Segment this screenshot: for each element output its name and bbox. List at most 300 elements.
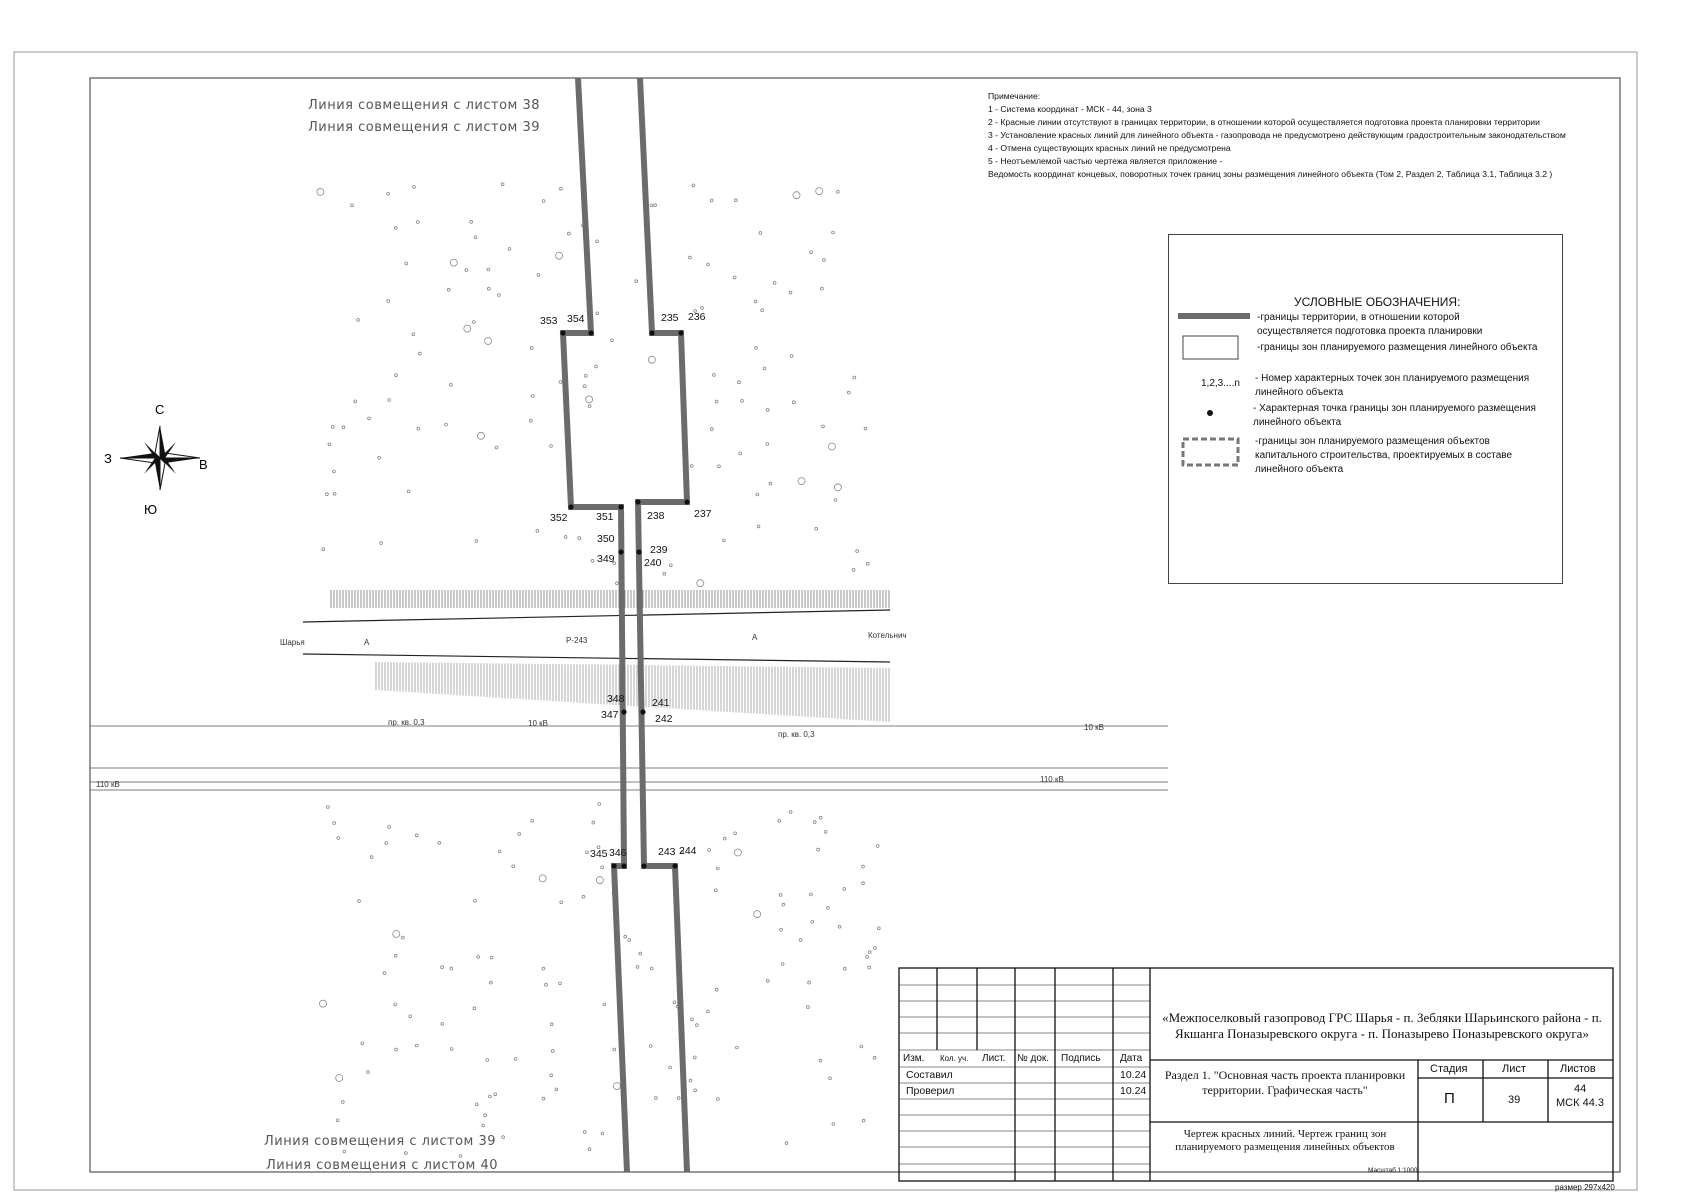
system-code: МСК 44.3 — [1556, 1097, 1604, 1109]
date-composed: 10.24 — [1120, 1069, 1147, 1081]
merge-line-bottom-2: Линия совмещения с листом 40 — [266, 1158, 499, 1173]
survey-dot — [333, 822, 336, 825]
survey-dot — [866, 562, 869, 565]
survey-dot — [317, 188, 324, 195]
survey-dot — [401, 936, 404, 939]
survey-dot — [828, 443, 835, 450]
point-label: 235 — [661, 312, 679, 324]
survey-dot — [489, 1095, 492, 1098]
survey-dot — [677, 1097, 680, 1100]
sheet-header: Лист — [1502, 1063, 1526, 1075]
survey-dot — [407, 490, 410, 493]
point-label: 351 — [596, 511, 614, 523]
survey-dot — [813, 821, 816, 824]
survey-dot — [482, 1124, 485, 1127]
survey-dot — [470, 220, 473, 223]
powerline-label: 10 кВ — [528, 719, 548, 728]
point-label: 354 — [567, 313, 585, 325]
survey-dot — [537, 274, 540, 277]
survey-dot — [824, 830, 827, 833]
road-embankment-north — [330, 590, 890, 608]
survey-dot — [395, 1048, 398, 1051]
survey-dot — [694, 1089, 697, 1092]
survey-dot — [354, 400, 357, 403]
survey-dot — [789, 811, 792, 814]
survey-dot — [613, 1083, 620, 1090]
survey-dot — [539, 875, 546, 882]
survey-dot — [707, 263, 710, 266]
survey-dot — [490, 956, 493, 959]
survey-dot — [584, 374, 587, 377]
survey-dot — [336, 1075, 343, 1082]
survey-dot — [542, 967, 545, 970]
survey-dot — [336, 1119, 339, 1122]
survey-dot — [843, 967, 846, 970]
survey-dot — [756, 493, 759, 496]
survey-dot — [739, 452, 742, 455]
survey-dot — [761, 309, 764, 312]
point-346 — [621, 863, 626, 868]
stage-header: Стадия — [1430, 1063, 1468, 1075]
survey-dot — [351, 204, 354, 207]
survey-dot — [816, 188, 823, 195]
survey-dot — [588, 1148, 591, 1151]
survey-dot — [438, 841, 441, 844]
merge-line-top-2: Линия совмещения с листом 39 — [308, 120, 541, 135]
town-label-sharya: Шарья — [280, 638, 305, 647]
legend-item-territory: -границы территории, в отношении которой осуществляется подготовка проекта планировки — [1257, 312, 1483, 337]
survey-dot — [472, 321, 475, 324]
survey-dot — [445, 423, 448, 426]
survey-dot — [322, 548, 325, 551]
survey-dot — [866, 956, 869, 959]
survey-dot — [636, 966, 639, 969]
survey-dot — [741, 399, 744, 402]
survey-dot — [450, 967, 453, 970]
survey-dot — [780, 928, 783, 931]
survey-dot — [494, 1093, 497, 1096]
survey-dot — [799, 939, 802, 942]
point-351 — [618, 504, 623, 509]
survey-dot — [649, 1045, 652, 1048]
survey-dot — [874, 947, 877, 950]
drawing-title: Чертеж красных линий. Чертеж границ зон планируемого размещения линейных объектов — [1175, 1128, 1395, 1153]
survey-dot — [628, 939, 631, 942]
survey-dot — [387, 300, 390, 303]
survey-dot — [757, 525, 760, 528]
legend-item-capital-zone: -границы зон планируемого размещения объектов капитального строительства, проектируемых в составе линейного объекта — [1255, 436, 1513, 475]
note-line: 4 - Отмена существующих красных линий не предусмотрена — [988, 143, 1231, 153]
survey-dot — [754, 300, 757, 303]
powerline-label: 110 кВ — [96, 780, 120, 789]
notes-heading: Примечание: — [988, 91, 1041, 101]
survey-dot — [738, 381, 741, 384]
survey-dot — [710, 199, 713, 202]
survey-dot — [405, 262, 408, 265]
survey-dot — [417, 427, 420, 430]
survey-dot — [409, 1015, 412, 1018]
survey-dot — [723, 837, 726, 840]
survey-dot — [690, 465, 693, 468]
survey-dot — [530, 347, 533, 350]
survey-dot — [556, 252, 563, 259]
survey-dot — [832, 231, 835, 234]
point-label: 239 — [650, 544, 668, 556]
point-label: 349 — [597, 553, 615, 565]
compass-north: С — [155, 402, 165, 417]
survey-dot — [343, 1150, 346, 1153]
survey-dot — [473, 1007, 476, 1010]
survey-dot — [441, 1023, 444, 1026]
survey-dot — [598, 803, 601, 806]
survey-dot — [385, 842, 388, 845]
survey-dot — [808, 981, 811, 984]
survey-dot — [512, 865, 515, 868]
survey-dot — [714, 889, 717, 892]
survey-dot — [474, 899, 477, 902]
survey-dot — [754, 911, 761, 918]
survey-dot — [650, 967, 653, 970]
survey-dot — [710, 428, 713, 431]
survey-dot — [734, 199, 737, 202]
survey-dot — [811, 920, 814, 923]
survey-dot — [550, 445, 553, 448]
survey-dot — [357, 319, 360, 322]
survey-dot — [862, 1119, 865, 1122]
survey-dot — [592, 821, 595, 824]
survey-dot — [601, 866, 604, 869]
survey-dot — [773, 282, 776, 285]
point-label: 353 — [540, 315, 558, 327]
survey-dot — [822, 425, 825, 428]
point-242 — [640, 709, 645, 714]
project-title: «Межпоселковый газопровод ГРС Шарья - п. Зебляки Шарьинского района - п. Якшанга Поназыревского округа - п. Поназырево Поназыревского округа» — [1162, 1010, 1602, 1041]
survey-dot — [518, 833, 521, 836]
compass-rose — [104, 402, 208, 517]
point-347 — [621, 709, 626, 714]
survey-dot — [838, 925, 841, 928]
format-label: размер 297x420 — [1555, 1183, 1615, 1192]
survey-dot — [582, 895, 585, 898]
road-marker-a: А — [364, 638, 370, 647]
survey-dot — [497, 294, 500, 297]
survey-dot — [412, 333, 415, 336]
survey-dot — [877, 927, 880, 930]
survey-dot — [341, 1101, 344, 1104]
survey-dot — [465, 269, 468, 272]
survey-dot — [413, 186, 416, 189]
note-line: 3 - Установление красных линий для линейного объекта - газопровода не предусмотрено действующим градостроительным законодательством — [988, 130, 1566, 140]
survey-dot — [596, 312, 599, 315]
survey-dot — [876, 845, 879, 848]
survey-dot — [834, 484, 841, 491]
survey-dot — [689, 256, 692, 259]
survey-dot — [475, 540, 478, 543]
merge-line-top-1: Линия совмещения с листом 38 — [308, 98, 541, 113]
point-345 — [611, 863, 616, 868]
survey-dot — [531, 395, 534, 398]
survey-dot — [779, 894, 782, 897]
road-edge-south — [303, 654, 890, 662]
survey-dot — [551, 1050, 554, 1053]
survey-dot — [487, 268, 490, 271]
survey-dot — [367, 1071, 370, 1074]
survey-dot — [415, 834, 418, 837]
point-354 — [588, 330, 593, 335]
survey-dot — [691, 1018, 694, 1021]
pipe-label: пр. кв. 0,3 — [388, 718, 425, 727]
road-edge-north — [303, 610, 890, 622]
point-label: 345 — [590, 848, 608, 860]
legend-item-point: - Характерная точка границы зон планируемого размещения линейного объекта — [1253, 403, 1536, 428]
survey-dot — [868, 951, 871, 954]
header-izm: Изм. — [903, 1053, 925, 1064]
survey-dot — [852, 568, 855, 571]
point-238 — [635, 499, 640, 504]
survey-dot — [393, 931, 400, 938]
survey-dot — [495, 446, 498, 449]
survey-dot — [383, 972, 386, 975]
sheets-value: 44 — [1574, 1083, 1587, 1095]
survey-dot — [868, 966, 871, 969]
survey-dot — [829, 1077, 832, 1080]
survey-dot — [781, 963, 784, 966]
survey-dot — [559, 982, 562, 985]
survey-dot — [588, 405, 591, 408]
survey-dot — [555, 1088, 558, 1091]
point-label: 352 — [550, 512, 568, 524]
survey-dot — [447, 288, 450, 291]
survey-dot — [568, 232, 571, 235]
road-marker-a: А — [752, 633, 758, 642]
survey-dot — [368, 417, 371, 420]
survey-dot — [559, 381, 562, 384]
header-date: Дата — [1120, 1053, 1143, 1064]
survey-dot — [823, 259, 826, 262]
point-349 — [618, 549, 623, 554]
date-checked: 10.24 — [1120, 1085, 1147, 1097]
survey-dot — [697, 580, 704, 587]
point-label: 243 — [658, 846, 676, 858]
survey-dot — [542, 1097, 545, 1100]
survey-dot — [361, 1042, 364, 1045]
survey-dot — [596, 240, 599, 243]
legend-item-point-number: - Номер характерных точек зон планируемого размещения линейного объекта — [1255, 373, 1530, 398]
survey-dot — [693, 1056, 696, 1059]
survey-dot — [320, 1000, 327, 1007]
stage-value: П — [1444, 1090, 1455, 1107]
point-label: 347 — [601, 709, 619, 721]
survey-dot — [342, 426, 345, 429]
composed-label: Составил — [906, 1069, 953, 1081]
survey-dot — [378, 456, 381, 459]
survey-dot — [560, 901, 563, 904]
survey-dot — [655, 1097, 658, 1100]
merge-line-bottom-1: Линия совмещения с листом 39 — [264, 1134, 497, 1149]
survey-dot — [459, 1155, 462, 1158]
compass-east: В — [199, 457, 208, 472]
survey-dot — [832, 1123, 835, 1126]
point-label: 240 — [644, 557, 662, 569]
survey-dot — [810, 251, 813, 254]
survey-dot — [798, 478, 805, 485]
survey-dot — [792, 401, 795, 404]
survey-dot — [755, 346, 758, 349]
compass-south: Ю — [144, 502, 158, 517]
compass-west: З — [104, 451, 112, 466]
survey-dot — [862, 882, 865, 885]
survey-dot — [650, 204, 653, 207]
survey-dot — [508, 248, 511, 251]
survey-dot — [616, 582, 619, 585]
survey-dot — [734, 832, 737, 835]
survey-dot — [583, 1131, 586, 1134]
survey-dot — [450, 1048, 453, 1051]
header-signature: Подпись — [1061, 1053, 1101, 1064]
survey-dot — [860, 1045, 863, 1048]
point-label: 350 — [597, 533, 615, 545]
survey-dot — [723, 539, 726, 542]
survey-dot — [358, 900, 361, 903]
powerline-label: 110 кВ — [1040, 775, 1064, 784]
survey-dot — [819, 1059, 822, 1062]
survey-dot — [669, 1066, 672, 1069]
survey-dot — [864, 427, 867, 430]
survey-dot — [810, 893, 813, 896]
survey-dot — [663, 572, 666, 575]
survey-dot — [486, 1059, 489, 1062]
legend-numbering-symbol: 1,2,3....n — [1201, 378, 1240, 389]
survey-dot — [692, 184, 695, 187]
point-label: 244 — [679, 845, 697, 857]
town-label-kotelnich: Котельнич — [868, 631, 907, 640]
survey-dot — [713, 374, 716, 377]
survey-dot — [564, 536, 567, 539]
survey-dot — [531, 819, 534, 822]
survey-dot — [388, 826, 391, 829]
survey-dot — [450, 259, 457, 266]
survey-dot — [542, 200, 545, 203]
survey-dot — [782, 903, 785, 906]
powerline-label: 10 кВ — [1084, 723, 1104, 732]
survey-dot — [624, 935, 627, 938]
survey-dot — [707, 1010, 710, 1013]
point-235 — [649, 330, 654, 335]
scale-label: Масштаб 1:1000 — [1368, 1167, 1418, 1174]
point-243 — [641, 863, 646, 868]
survey-dot — [583, 385, 586, 388]
survey-dot — [648, 356, 655, 363]
survey-dot — [415, 1044, 418, 1047]
survey-dot — [733, 276, 736, 279]
survey-dot — [815, 527, 818, 530]
survey-dot — [326, 493, 329, 496]
header-kol: Кол. уч. — [940, 1054, 969, 1063]
planning-territory-boundary — [563, 78, 687, 1172]
point-236 — [678, 330, 683, 335]
survey-dot — [790, 355, 793, 358]
survey-dot — [498, 850, 501, 853]
survey-dot — [734, 849, 741, 856]
section-title: Раздел 1. "Основная часть проекта планировки территории. Графическая часть" — [1164, 1068, 1406, 1097]
survey-dot — [380, 542, 383, 545]
survey-dot — [613, 1048, 616, 1051]
note-line: 1 - Система координат - МСК - 44, зона 3 — [988, 104, 1152, 114]
survey-dot — [485, 338, 492, 345]
survey-dot — [484, 1114, 487, 1117]
survey-dot — [837, 190, 840, 193]
survey-dot — [715, 988, 718, 991]
survey-dot — [696, 1024, 699, 1027]
survey-dot — [394, 226, 397, 229]
header-doc: № док. — [1017, 1053, 1050, 1064]
point-label: 236 — [688, 311, 706, 323]
survey-dot — [331, 425, 334, 428]
survey-dot — [639, 952, 642, 955]
legend-item-zone: -границы зон планируемого размещения линейного объекта — [1257, 342, 1538, 353]
survey-dot — [550, 1074, 553, 1077]
survey-dot — [586, 396, 593, 403]
survey-dot — [611, 339, 614, 342]
survey-dot — [337, 837, 340, 840]
survey-dot — [475, 1103, 478, 1106]
survey-dot — [601, 1132, 604, 1135]
survey-dot — [847, 391, 850, 394]
survey-dot — [478, 432, 485, 439]
point-352 — [568, 504, 573, 509]
survey-dot — [441, 966, 444, 969]
survey-dot — [514, 1058, 517, 1061]
survey-dot — [370, 856, 373, 859]
legend-title: УСЛОВНЫЕ ОБОЗНАЧЕНИЯ: — [1294, 295, 1461, 309]
point-label: 241 — [652, 697, 670, 709]
survey-dot — [529, 419, 532, 422]
survey-dot — [736, 1046, 739, 1049]
survey-dot — [717, 1098, 720, 1101]
survey-dot — [827, 906, 830, 909]
survey-dot — [635, 280, 638, 283]
survey-dot — [394, 954, 397, 957]
survey-dot — [673, 1001, 676, 1004]
survey-dot — [502, 1136, 505, 1139]
survey-dot — [793, 192, 800, 199]
survey-dot — [450, 383, 453, 386]
survey-dot — [819, 816, 822, 819]
survey-dot — [759, 232, 762, 235]
survey-dot — [785, 1142, 788, 1145]
survey-dot — [395, 374, 398, 377]
sheet-value: 39 — [1508, 1094, 1521, 1106]
point-label: 238 — [647, 510, 665, 522]
survey-dot — [487, 287, 490, 290]
survey-dot — [416, 221, 419, 224]
survey-dot — [821, 287, 824, 290]
point-label: 237 — [694, 508, 712, 520]
survey-dot — [545, 983, 548, 986]
survey-dot — [716, 867, 719, 870]
point-label: 348 — [607, 693, 625, 705]
survey-dot — [464, 325, 471, 332]
survey-dot — [669, 564, 672, 567]
sheets-header: Листов — [1560, 1063, 1596, 1075]
survey-dot — [501, 183, 504, 186]
point-239 — [636, 549, 641, 554]
survey-dot — [807, 1006, 810, 1009]
survey-dot — [766, 443, 769, 446]
survey-dot — [591, 559, 594, 562]
survey-dot — [769, 482, 772, 485]
survey-dot — [595, 365, 598, 368]
